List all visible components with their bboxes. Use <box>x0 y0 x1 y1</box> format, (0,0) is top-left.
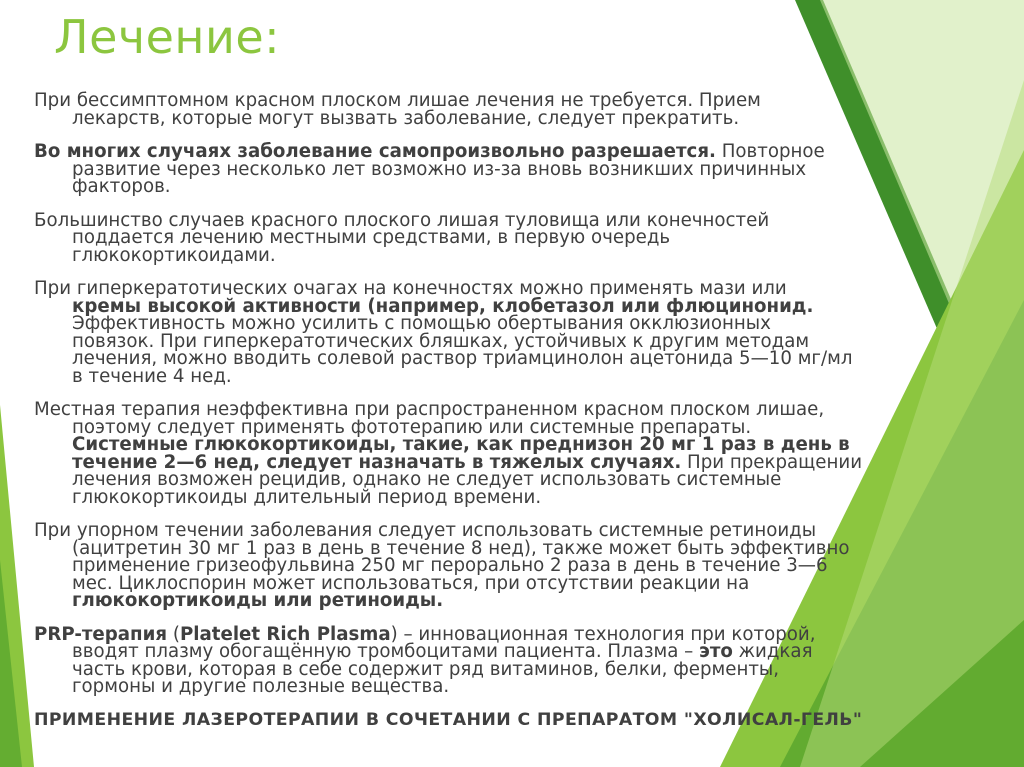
bold-text-run: Во многих случаях заболевание самопроизвольно разрешается. <box>34 141 716 162</box>
text-run: При гиперкератотических очагах на конечностях можно применять мази или <box>34 278 787 299</box>
text-run: в течение 4 нед. <box>72 365 232 387</box>
bold-text-run: кремы высокой активности (например, клобетазол или флюцинонид. <box>72 295 814 317</box>
text-run: поэтому следует применять фототерапию или системные препараты. <box>72 416 752 438</box>
text-run: поддается лечению местными средствами, в первую очередь <box>72 227 671 248</box>
text-run: При прекращении <box>681 451 863 473</box>
text-line <box>34 486 989 508</box>
text-run: применение гризеофульвина 250 мг перорально 2 раза в день в течение 3—6 <box>72 555 828 576</box>
text-run: вводят плазму обогащённую тромбоцитами пациента. Плазма – <box>72 641 700 662</box>
text-run: глюкокортикоиды длительный период времени. <box>72 486 542 508</box>
text-run: факторов. <box>72 176 171 197</box>
text-run: мес. Циклоспорин может использоваться, при отсутствии реакции на <box>72 572 750 594</box>
text-run: жидкая <box>732 641 813 662</box>
text-run: гормоны и другие полезные вещества. <box>72 676 450 697</box>
text-run: Местная терапия неэффективна при распространенном красном плоском лишае, <box>34 399 825 420</box>
bold-text-run: Platelet Rich Plasma <box>179 623 391 645</box>
text-run: Повторное <box>715 141 825 162</box>
text-run: ( <box>167 623 180 645</box>
text-line <box>34 107 989 129</box>
text-line <box>34 365 989 387</box>
text-line <box>34 178 989 196</box>
bold-text-run: Системные глюкокортикоиды, такие, как преднизон 20 мг 1 раз в день в <box>72 434 850 455</box>
paragraph <box>34 401 989 506</box>
text-line <box>34 244 989 266</box>
text-run: лечения возможен рецидив, однако не следует использовать системные <box>72 469 782 490</box>
bold-text-run: это <box>699 641 733 662</box>
text-line <box>34 592 989 610</box>
paragraph <box>34 280 989 385</box>
paragraph <box>34 209 989 266</box>
text-run: Эффективность можно усилить с помощью обертывания окклюзионных <box>72 313 771 334</box>
text-run: развитие через несколько лет возможно из-за вновь возникших причинных <box>72 158 807 180</box>
text-run: лекарств, которые могут вызвать заболевание, следует прекратить. <box>72 107 740 129</box>
slide-title: Лечение: <box>54 10 281 64</box>
paragraph <box>34 522 989 610</box>
text-run: Большинство случаев красного плоского лишая туловища или конечностей <box>34 209 770 231</box>
text-line <box>34 678 989 696</box>
text-run: глюкокортикоидами. <box>72 244 276 266</box>
closing-statement: ПРИМЕНЕНИЕ ЛАЗЕРОТЕРАПИИ В СОЧЕТАНИИ С ПРЕПАРАТОМ "ХОЛИСАЛ-ГЕЛЬ" <box>34 709 863 730</box>
text-run: При бессимптомном красном плоском лишае лечения не требуется. Прием <box>34 90 761 111</box>
text-run: повязок. При гиперкератотических бляшках, устойчивых к другим методам <box>72 330 810 352</box>
paragraph <box>34 143 989 196</box>
slide-body <box>34 92 989 729</box>
text-run: При упорном течении заболевания следует использовать системные ретиноиды <box>34 520 817 541</box>
text-line <box>34 158 989 180</box>
text-run: часть крови, которая в себе содержит ряд витаминов, белки, ферменты, <box>72 658 780 680</box>
text-run: лечения, можно вводить солевой раствор триамцинолон ацетонида 5—10 мг/мл <box>72 348 853 369</box>
text-run: ) – инновационная технология при которой, <box>390 623 816 645</box>
bold-text-run: течение 2—6 нед, следует назначать в тяжелых случаях. <box>72 451 682 473</box>
paragraph <box>34 92 989 127</box>
bold-text-run: глюкокортикоиды или ретиноиды. <box>72 590 444 611</box>
bold-text-run: PRP-терапия <box>34 623 168 645</box>
text-run: (ацитретин 30 мг 1 раз в день в течение 8 нед), также может быть эффективно <box>72 537 850 559</box>
paragraph <box>34 623 989 697</box>
